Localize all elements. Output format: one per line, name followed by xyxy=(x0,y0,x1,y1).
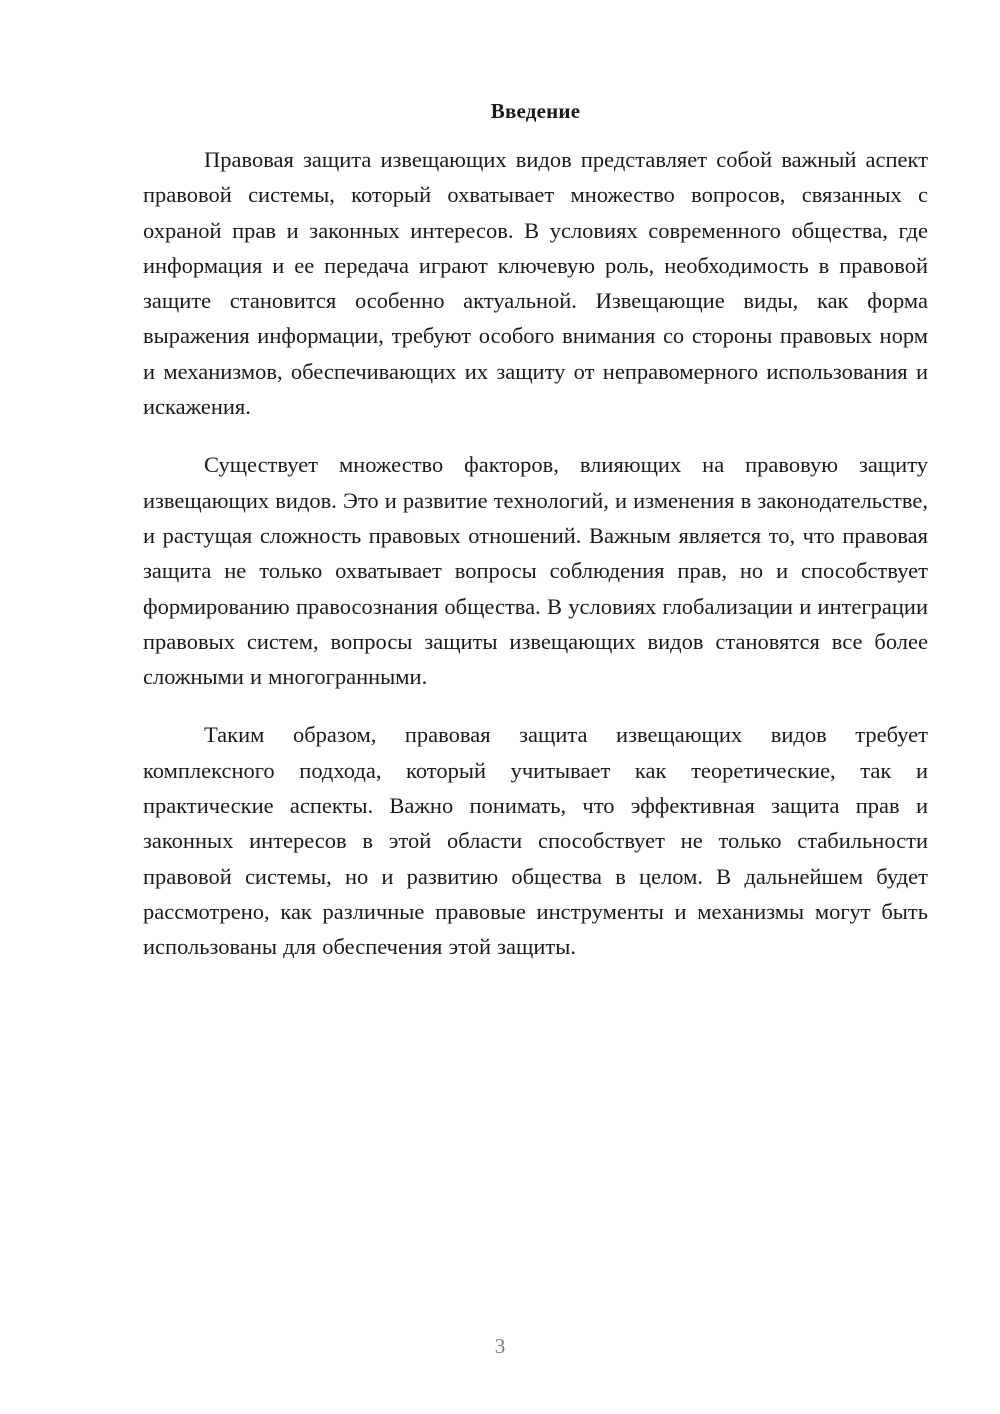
paragraph-1: Правовая защита извещающих видов представляет собой важный аспект правовой системы, который охватывает множество вопросов, связанных с охраной прав и законных интересов. В условиях современного общества, где информация и ее передача играют ключевую роль, необходимость в правовой защите становится особенно актуальной. Извещающие виды, как форма выражения информации, требуют особого внимания со стороны правовых норм и механизмов, обеспечивающих их защиту от неправомерного использования и искажения. xyxy=(143,147,928,420)
section-title: Введение xyxy=(490,99,581,123)
paragraph-2: Существует множество факторов, влияющих на правовую защиту извещающих видов. Это и развитие технологий, и изменения в законодательстве, и растущая сложность правовых отношений. Важным является то, что правовая защита не только охватывает вопросы соблюдения прав, но и способствует формированию правосознания общества. В условиях глобализации и интеграции правовых систем, вопросы защиты извещающих видов становятся все более сложными и многогранными. xyxy=(143,452,928,690)
page-number: 3 xyxy=(494,1334,506,1358)
paragraph-3: Таким образом, правовая защита извещающих видов требует комплексного подхода, который учитывает как теоретические, так и практические аспекты. Важно понимать, что эффективная защита прав и законных интересов в этой области способствует не только стабильности правовой системы, но и развитию общества в целом. В дальнейшем будет рассмотрено, как различные правовые инструменты и механизмы могут быть использованы для обеспечения этой защиты. xyxy=(143,722,928,960)
document-body xyxy=(143,96,928,965)
